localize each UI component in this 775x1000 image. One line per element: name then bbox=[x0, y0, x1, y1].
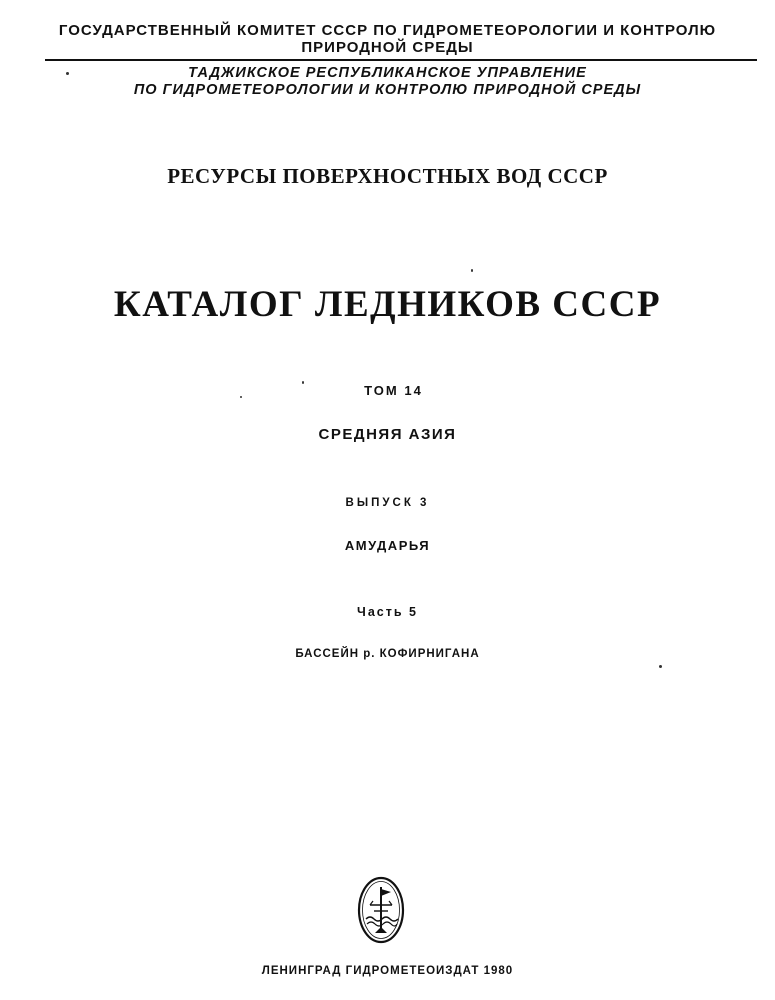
volume-number: ТОМ 14 bbox=[364, 383, 423, 398]
print-speck bbox=[66, 72, 69, 75]
main-title: КАТАЛОГ ЛЕДНИКОВ СССР bbox=[113, 284, 662, 325]
department-line-2: ПО ГИДРОМЕТЕОРОЛОГИИ И КОНТРОЛЮ ПРИРОДНОЙ СРЕДЫ bbox=[133, 82, 642, 98]
header-divider bbox=[45, 59, 757, 61]
part-number: Часть 5 bbox=[357, 605, 418, 619]
print-speck bbox=[471, 269, 473, 272]
river-title: АМУДАРЬЯ bbox=[344, 538, 431, 553]
print-speck bbox=[659, 665, 662, 668]
committee-line-2: ПРИРОДНОЙ СРЕДЫ bbox=[301, 39, 474, 56]
imprint-line: ЛЕНИНГРАД ГИДРОМЕТЕОИЗДАТ 1980 bbox=[261, 965, 514, 977]
print-speck bbox=[302, 381, 304, 384]
issue-number: ВЫПУСК 3 bbox=[345, 497, 430, 509]
committee-line-1: ГОСУДАРСТВЕННЫЙ КОМИТЕТ СССР ПО ГИДРОМЕТЕОРОЛОГИИ И КОНТРОЛЮ bbox=[58, 22, 717, 39]
basin-title: БАССЕЙН р. КОФИРНИГАНА bbox=[295, 648, 480, 660]
series-title: РЕСУРСЫ ПОВЕРХНОСТНЫХ ВОД СССР bbox=[167, 164, 608, 188]
hydrometeoizdat-emblem-icon bbox=[356, 875, 406, 945]
region-title: СРЕДНЯЯ АЗИЯ bbox=[318, 426, 457, 443]
department-line-1: ТАДЖИКСКОЕ РЕСПУБЛИКАНСКОЕ УПРАВЛЕНИЕ bbox=[188, 65, 587, 81]
print-speck bbox=[240, 396, 242, 398]
